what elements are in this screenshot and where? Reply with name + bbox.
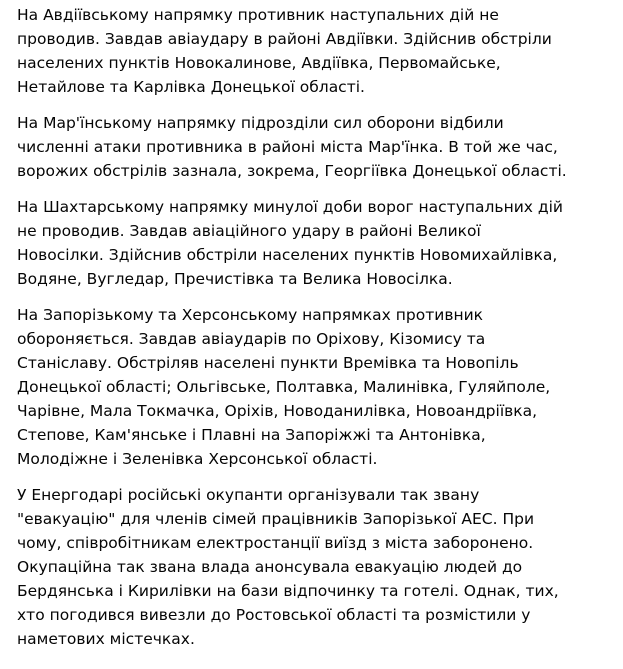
post-text: [0, 3, 623, 651]
paragraph-zaporizhzhia-kherson: На Запорізькому та Херсонському напрямках противник обороняється. Завдав авіаударів по Оріхову, Кізомису та Станіславу. Обстріляв населені пункти Времівка та Новопіль Донецької області; Ольгівське, Полтавка, Малинівка, Гуляйполе, Чарівне, Мала Токмачка, Оріхів, Новоданилівка, Новоандріївка, Степове, Кам'янське і Плавні на Запоріжжі та Антонівка, Молодіжне і Зеленівка Херсонської області.: [17, 306, 551, 468]
paragraph-marinka: На Мар'їнському напрямку підрозділи сил оборони відбили численні атаки противника в районі міста Мар'їнка. В той же час, ворожих обстрілів зазнала, зокрема, Георгіївка Донецької області.: [17, 114, 567, 180]
paragraph-avdiivka: На Авдіївському напрямку противник наступальних дій не проводив. Завдав авіаудару в районі Авдіївки. Здійснив обстріли населених пунктів Новокалинове, Авдіївка, Первомайське, Нетайлове та Карлівка Донецької області.: [17, 6, 552, 96]
paragraph-shakhtarsk: На Шахтарському напрямку минулої доби ворог наступальних дій не проводив. Завдав авіаційного удару в районі Великої Новосілки. Здійснив обстріли населених пунктів Новомихайлівка, Водяне, Вугледар, Пречистівка та Велика Новосілка.: [17, 198, 563, 288]
paragraph-enerhodar: У Енергодарі російські окупанти організували так звану "евакуацію" для членів сімей працівників Запорізької АЕС. При чому, співробітникам електростанції виїзд з міста заборонено. Окупаційна так звана влада анонсувала евакуацію людей до Бердянська і Кирилівки на бази відпочинку та готелі. Однак, тих, хто погодився вивезли до Ростовської області та розмістили у наметових містечках.: [17, 486, 559, 648]
